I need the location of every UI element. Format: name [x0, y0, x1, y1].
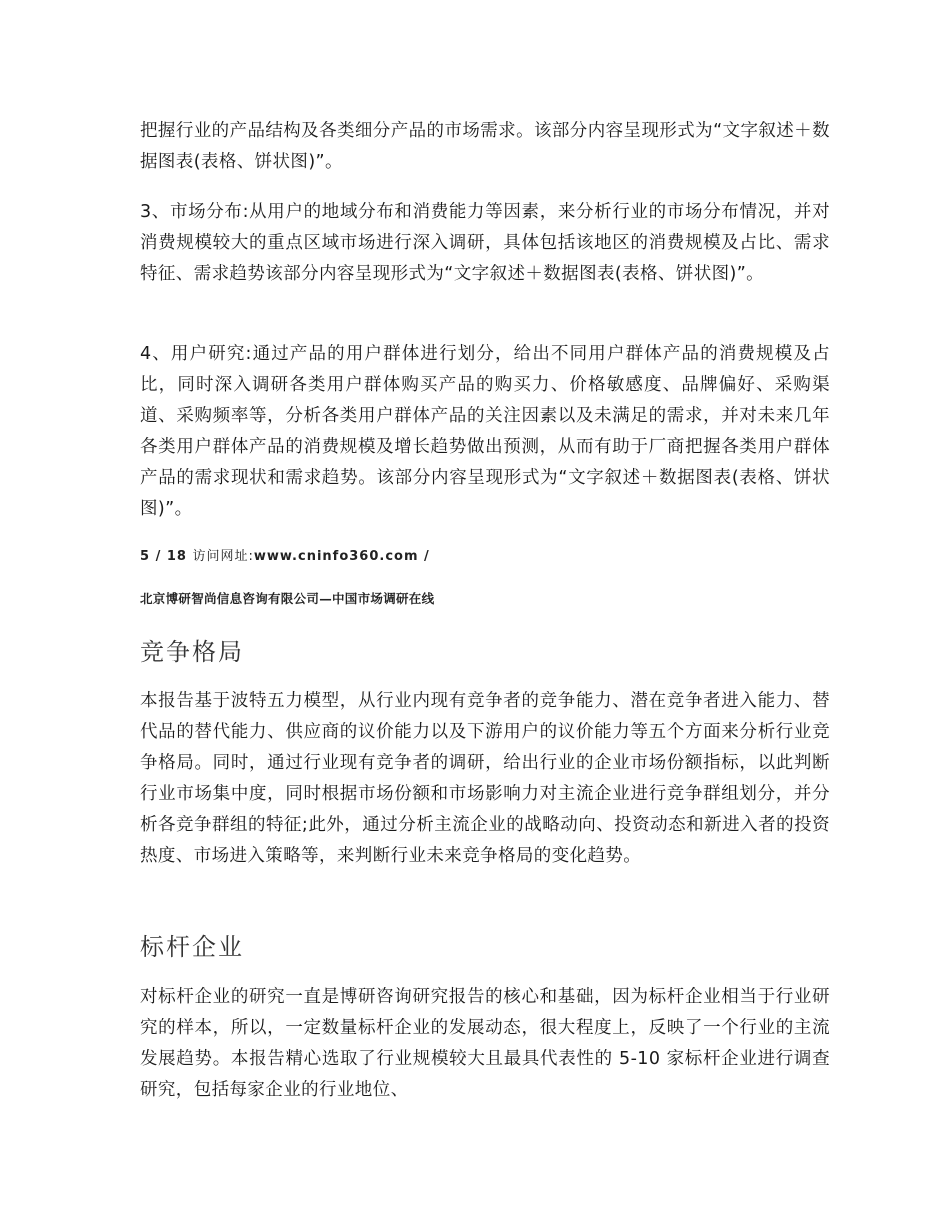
- paragraph-competition: 本报告基于波特五力模型，从行业内现有竞争者的竞争能力、潜在竞争者进入能力、替代品的替代能力、供应商的议价能力以及下游用户的议价能力等五个方面来分析行业竞争格局。同时，通过行业现有竞争者的调研，给出行业的企业市场份额指标，以此判断行业市场集中度，同时根据市场份额和市场影响力对主流企业进行竞争群组划分，并分析各竞争群组的特征;此外，通过分析主流企业的战略动向、投资动态和新进入者的投资热度、市场进入策略等，来判断行业未来竞争格局的变化趋势。: [140, 691, 830, 866]
- heading-competition: 竞争格局: [140, 638, 244, 666]
- paragraph-product-structure: 把握行业的产品结构及各类细分产品的市场需求。该部分内容呈现形式为“文字叙述＋数据图表(表格、饼状图)”。: [140, 121, 830, 172]
- company-name: 北京博研智尚信息咨询有限公司—中国市场调研在线: [140, 591, 435, 606]
- visit-label: 访问网址:: [192, 549, 254, 564]
- page-number: 5 / 18: [140, 549, 187, 564]
- paragraph-user-research: 4、用户研究:通过产品的用户群体进行划分，给出不同用户群体产品的消费规模及占比，同时深入调研各类用户群体购买产品的购买力、价格敏感度、品牌偏好、采购渠道、采购频率等，分析各类用户群体产品的关注因素以及未满足的需求，并对未来几年各类用户群体产品的消费规模及增长趋势做出预测，从而有助于厂商把握各类用户群体产品的需求现状和需求趋势。该部分内容呈现形式为“文字叙述＋数据图表(表格、饼状图)”。: [140, 344, 830, 519]
- page-footer: [140, 545, 430, 564]
- paragraph-benchmark: 对标杆企业的研究一直是博研咨询研究报告的核心和基础，因为标杆企业相当于行业研究的样本，所以，一定数量标杆企业的发展动态，很大程度上，反映了一个行业的主流发展趋势。本报告精心选取了行业规模较大且最具代表性的 5-10 家标杆企业进行调查研究，包括每家企业的行业地位、: [140, 987, 830, 1100]
- paragraph-market-distribution: 3、市场分布:从用户的地域分布和消费能力等因素，来分析行业的市场分布情况，并对消费规模较大的重点区域市场进行深入调研，具体包括该地区的消费规模及占比、需求特征、需求趋势该部分内容呈现形式为“文字叙述＋数据图表(表格、饼状图)”。: [140, 202, 830, 284]
- heading-benchmark: 标杆企业: [140, 933, 244, 961]
- footer-url[interactable]: www.cninfo360.com /: [253, 549, 430, 564]
